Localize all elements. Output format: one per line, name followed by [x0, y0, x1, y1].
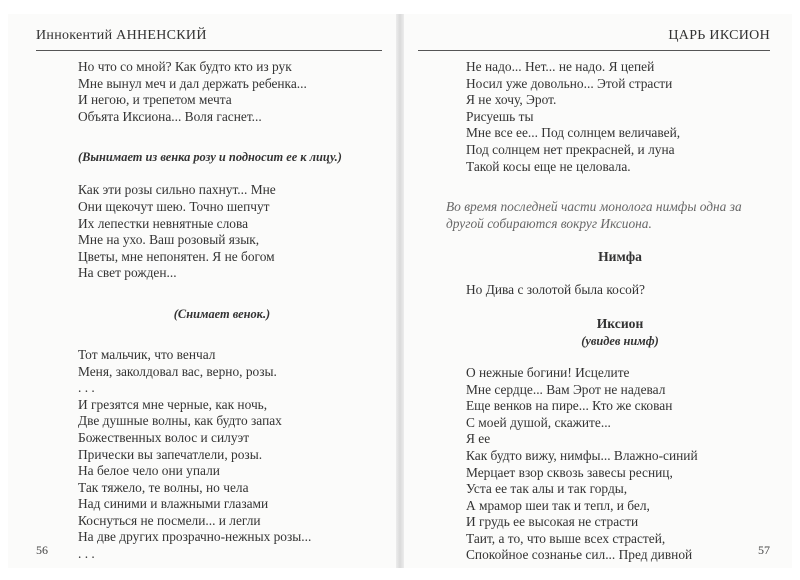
page-number: 57 — [758, 543, 770, 557]
running-header-title: ЦАРЬ ИКСИОН — [668, 28, 770, 43]
verse-line: Их лепестки невнятные слова — [78, 215, 249, 231]
verse-line: Они щекочут шею. Точно шепчут — [78, 198, 270, 214]
header-rule — [418, 50, 770, 51]
running-header-author: Иннокентий АННЕНСКИЙ — [36, 28, 207, 43]
verse-line: Мне сердце... Вам Эрот не надевал — [466, 381, 666, 397]
left-page — [8, 14, 396, 568]
left-page-text — [78, 59, 386, 563]
verse-block-1 — [466, 59, 774, 175]
speaker-name: Иксион — [596, 315, 644, 331]
speaker-note: (увидев нимф) — [581, 333, 659, 348]
verse-line: Мне все ее... Под солнцем величавей, — [466, 125, 681, 141]
verse-line: Но Дива с золотой была косой? — [466, 282, 645, 298]
verse-block-2 — [78, 182, 386, 282]
page-number: 56 — [36, 543, 48, 557]
verse-line: Как будто вижу, нимфы... Влажно-синий — [466, 447, 698, 463]
verse-line: И негою, и трепетом мечта — [78, 92, 232, 108]
verse-line: Рисуешь ты — [466, 108, 534, 124]
right-page-text — [446, 59, 774, 564]
verse-line: Такой косы еще не целовала. — [466, 158, 631, 174]
book-gutter — [396, 14, 404, 568]
verse-line: Не надо... Нет... не надо. Я цепей — [466, 59, 655, 74]
verse-line: Мне на ухо. Ваш розовый язык, — [78, 232, 260, 248]
verse-line: И грудь ее высокая не страсти — [466, 514, 639, 530]
verse-line: Под солнцем нет прекрасней, и луна — [466, 141, 675, 157]
right-page — [404, 14, 792, 568]
verse-block-1 — [78, 59, 386, 125]
verse-line: Я ее — [466, 431, 491, 447]
ellipsis: . . . — [78, 546, 95, 562]
header-rule — [36, 50, 382, 51]
verse-line: Меня, заколдовал вас, верно, розы. — [78, 363, 277, 379]
verse-line: И грезятся мне черные, как ночь, — [78, 396, 268, 412]
verse-line: Таит, а то, что выше всех страстей, — [466, 530, 666, 546]
verse-line: Прически вы запечатлели, розы. — [78, 446, 263, 462]
verse-line: Уста ее так алы и так горды, — [466, 481, 628, 497]
verse-line: Я не хочу, Эрот. — [466, 92, 557, 108]
verse-line: На две других прозрачно-нежных розы... — [78, 529, 312, 545]
speaker-name: Нимфа — [598, 249, 642, 265]
stage-direction: другой собираются вокруг Иксиона. — [446, 215, 652, 231]
verse-line: Носил уже довольно... Этой страсти — [466, 75, 673, 91]
verse-line: Так тяжело, те волны, но чела — [78, 479, 249, 495]
stage-direction: (Вынимает из венка розу и подносит ее к лицу.) — [78, 150, 342, 165]
verse-line: Но что со мной? Как будто кто из рук — [78, 59, 292, 74]
verse-line: Спокойное сознанье сил... Пред дивной — [466, 547, 693, 563]
verse-line: А мрамор шеи так и тепл, и бел, — [466, 497, 650, 513]
verse-line: С моей душой, скажите... — [466, 414, 611, 430]
stage-direction: Во время последней части монолога нимфы одна за — [446, 199, 742, 215]
verse-line: На свет рожден... — [78, 265, 177, 281]
verse-line: Божественных волос и силуэт — [78, 429, 250, 445]
verse-line: Коснуться не посмели... и легли — [78, 512, 261, 528]
verse-line: Цветы, мне непонятен. Я не богом — [78, 248, 275, 264]
verse-line: Объята Иксиона... Воля гаснет... — [78, 108, 262, 124]
stage-direction: (Снимает венок.) — [173, 306, 271, 321]
verse-line: О нежные богини! Исцелите — [466, 364, 630, 380]
verse-block-2 — [466, 365, 774, 564]
verse-block-3 — [78, 347, 386, 563]
verse-line: Мерцает взор сквозь завесы ресниц, — [466, 464, 673, 480]
verse-line: Две душные волны, как будто запах — [78, 413, 282, 429]
verse-line: Над синими и влажными глазами — [78, 496, 269, 512]
verse-line: На белое чело они упали — [78, 463, 220, 479]
verse-line: Тот мальчик, что венчал — [78, 346, 216, 362]
stage-direction-block — [446, 199, 774, 232]
verse-line: Мне вынул меч и дал держать ребенка... — [78, 75, 307, 91]
verse-line: Как эти розы сильно пахнут... Мне — [78, 182, 276, 198]
verse-line: Еще венков на пире... Кто же скован — [466, 398, 673, 414]
ellipsis: . . . — [78, 380, 95, 396]
